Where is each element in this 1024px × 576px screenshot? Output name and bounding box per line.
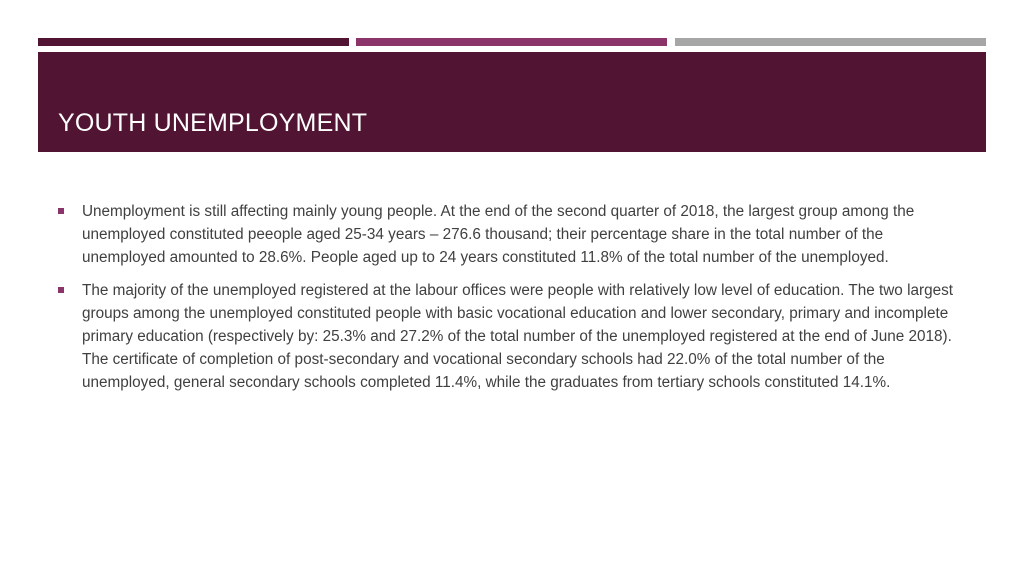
accent-bar-magenta <box>356 38 667 46</box>
bullet-item <box>56 279 968 395</box>
title-band <box>38 52 986 152</box>
accent-bar-dark <box>38 38 349 46</box>
bullet-item <box>56 200 968 270</box>
square-bullet-icon <box>58 287 64 293</box>
accent-bar-gray <box>675 38 986 46</box>
bullet-text: Unemployment is still affecting mainly young people. At the end of the second quarter of 2018, the largest group among the unemployed constituted peeople aged 25-34 years – 276.6 thousand; their percentage share in the total number of the unemployed amounted to 28.6%. People aged up to 24 years constituted 11.8% of the total number of the unemployed. <box>82 203 915 267</box>
square-bullet-icon <box>58 208 64 214</box>
bullet-text: The majority of the unemployed registered at the labour offices were people with relatively low level of education. The two largest groups among the unemployed constituted people with basic vocational education and lower secondary, primary and incomplete primary education (respectively by: 25.3% and 27.2% of the total number of the unemployed registered at the end of June 2018). The certificate of completion of post-secondary and vocational secondary schools had 22.0% of the total number of the unemployed, general secondary schools completed 11.4%, while the graduates from tertiary schools constituted 14.1%. <box>82 281 953 392</box>
slide-title: YOUTH UNEMPLOYMENT <box>58 109 368 137</box>
bullet-list <box>56 200 968 404</box>
